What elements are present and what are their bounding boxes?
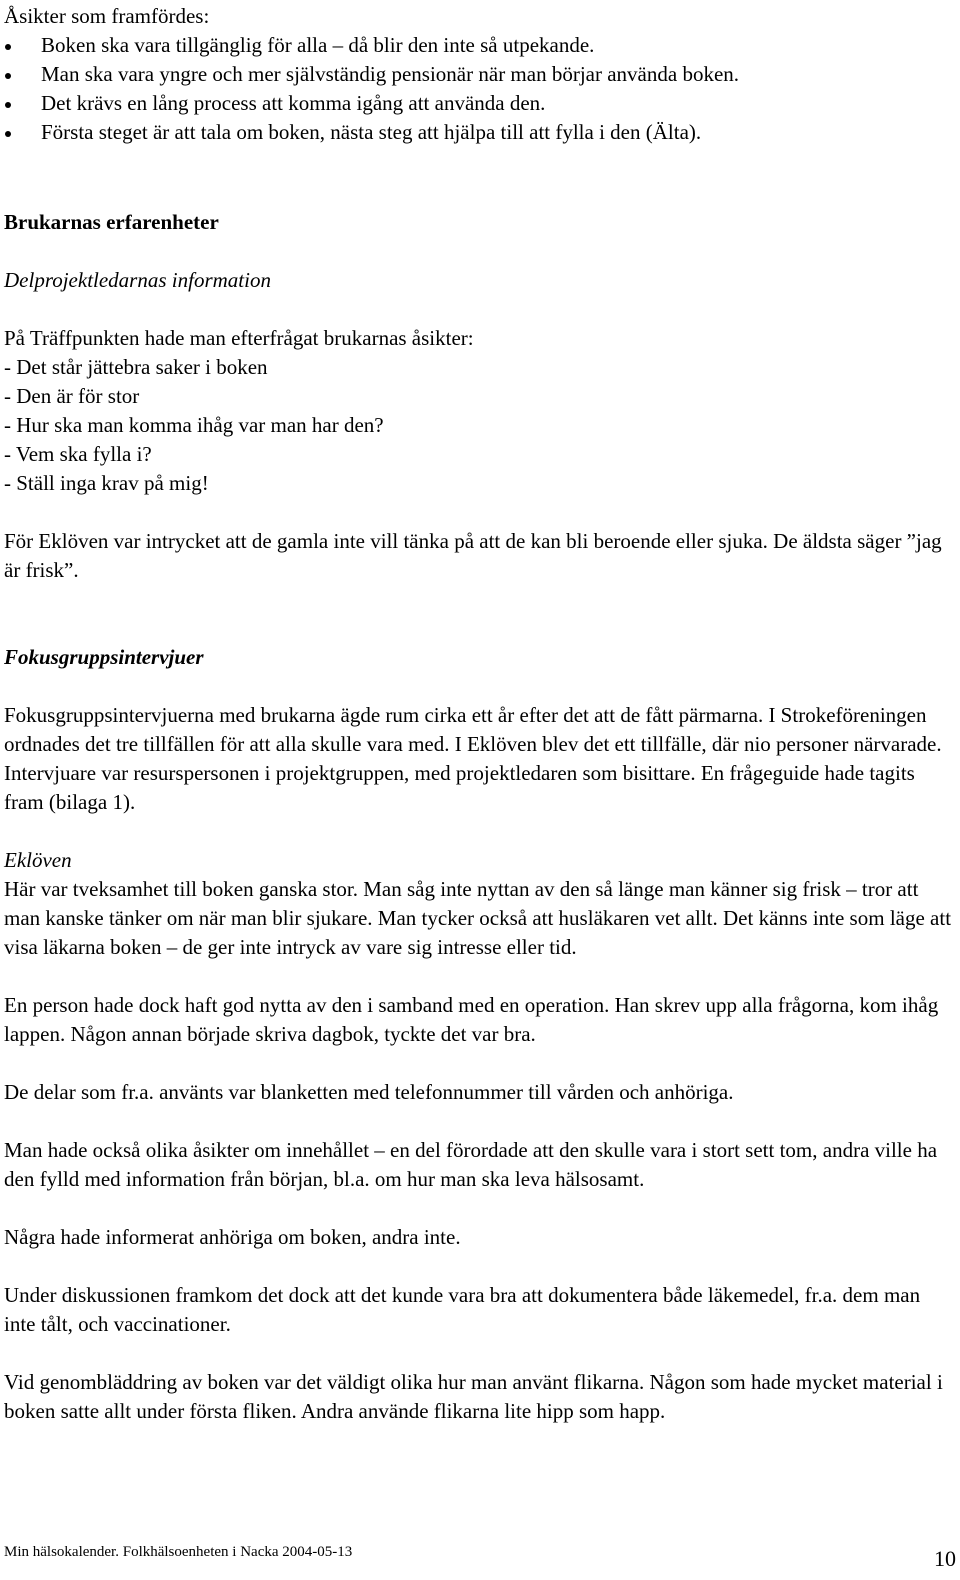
- traffpunkten-item: - Vem ska fylla i?: [4, 442, 152, 466]
- opinion-bullet: Man ska vara yngre och mer självständig pensionär när man börjar använda boken.: [4, 60, 954, 89]
- traffpunkten-item: - Det står jättebra saker i boken: [4, 355, 268, 379]
- diskussion-paragraph: Under diskussionen framkom det dock att det kunde vara bra att dokumentera både läkemedel, fr.a. dem man inte tålt, och vaccinationer.: [4, 1283, 921, 1336]
- traffpunkten-item: - Hur ska man komma ihåg var man har den?: [4, 413, 384, 437]
- person-paragraph: En person hade dock haft god nytta av den i samband med en operation. Han skrev upp alla frågorna, kom ihåg lappen. Någon annan började skriva dagbok, tyckte det var bra.: [4, 993, 939, 1046]
- document-page: [4, 0, 954, 1426]
- opinion-bullet: Det krävs en lång process att komma igång att använda den.: [4, 89, 954, 118]
- section-heading: Brukarnas erfarenheter: [4, 210, 219, 234]
- opinions-label: Åsikter som framfördes:: [4, 4, 210, 28]
- page-footer: [4, 1542, 956, 1572]
- opinion-bullet: Första steget är att tala om boken, nästa steg att hjälpa till att fylla i den (Älta).: [4, 118, 954, 147]
- opinions-list: [4, 31, 954, 147]
- traffpunkten-intro: På Träffpunkten hade man efterfrågat brukarnas åsikter:: [4, 326, 474, 350]
- traffpunkten-item: - Den är för stor: [4, 384, 140, 408]
- delar-paragraph: De delar som fr.a. använts var blanketten med telefonnummer till vården och anhöriga.: [4, 1080, 734, 1104]
- eklo-impression-paragraph: För Eklöven var intrycket att de gamla inte vill tänka på att de kan bli beroende eller sjuka. De äldsta säger ”jag är frisk”.: [4, 529, 942, 582]
- eklo-label: Eklöven: [4, 848, 72, 872]
- traffpunkten-block: [4, 324, 954, 498]
- footer-text: Min hälsokalender. Folkhälsoenheten i Nacka 2004-05-13: [4, 1544, 353, 1560]
- subheading-delprojektledarnas: Delprojektledarnas information: [4, 268, 271, 292]
- flikar-paragraph: Vid genombläddring av boken var det väldigt olika hur man använt flikarna. Någon som hade mycket material i boken satte allt under första fliken. Andra använde flikarna lite hipp som happ.: [4, 1370, 943, 1423]
- opinions-block: [4, 2, 954, 147]
- asikter-paragraph: Man hade också olika åsikter om innehållet – en del förordade att den skulle vara i stort sett tom, andra ville ha den fylld med information från början, bl.a. om hur man ska leva hälsosamt.: [4, 1138, 938, 1191]
- fokus-paragraph: Fokusgruppsintervjuerna med brukarna ägde rum cirka ett år efter det att de fått pärmarna. I Strokeföreningen ordnades det tre tillfällen för att alla skulle vara med. I Eklöven blev det ett tillfälle, där nio personer närvarade. Intervjuare var resurspersonen i projektgruppen, med projektledaren som bisittare. En frågeguide hade tagits fram (bilaga 1).: [4, 703, 942, 814]
- traffpunkten-item: - Ställ inga krav på mig!: [4, 471, 209, 495]
- page-number: 10: [934, 1546, 956, 1571]
- eklo-text: Här var tveksamhet till boken ganska stor. Man såg inte nyttan av den så länge man känner sig frisk – tror att man kanske tänker om när man blir sjukare. Man tycker också att husläkaren vet allt. Det känns inte som läge att visa läkarna boken – de ger inte intryck av vare sig intresse eller tid.: [4, 877, 952, 959]
- anhoriga-paragraph: Några hade informerat anhöriga om boken, andra inte.: [4, 1225, 461, 1249]
- subheading-fokusgrupp: Fokusgruppsintervjuer: [4, 645, 204, 669]
- eklo-block: [4, 846, 954, 962]
- opinion-bullet: Boken ska vara tillgänglig för alla – då blir den inte så utpekande.: [4, 31, 954, 60]
